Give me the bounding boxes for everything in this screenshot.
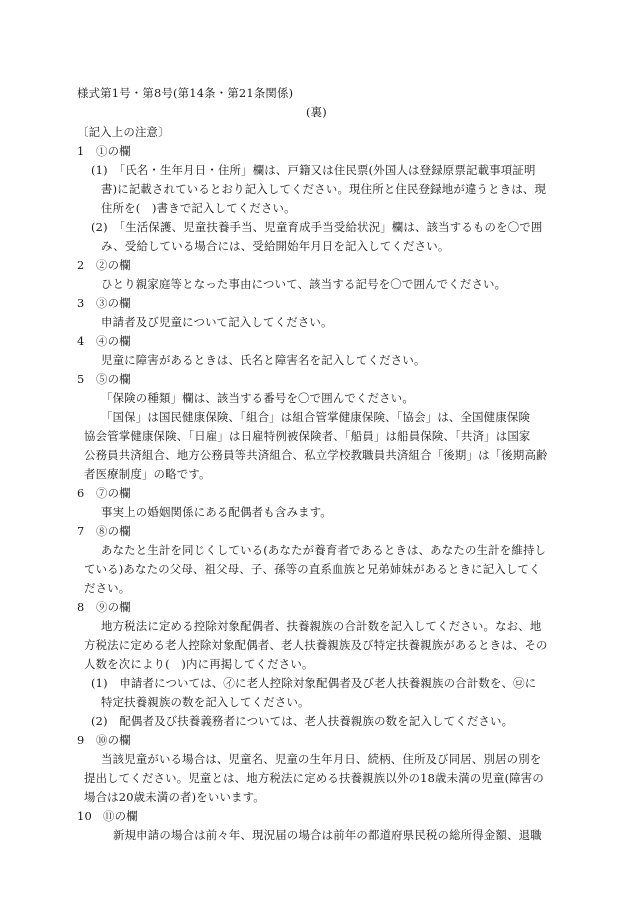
item-text-line: 提出してください。児童とは、地方税法に定める扶養親族以外の18歳未満の児童(障害の [84,771,544,785]
item-text-line: 地方税法に定める控除対象配偶者、扶養親族の合計数を記入してください。なお、地 [101,619,542,633]
item-text-line: 場合は20歳未満の者)をいいます。 [84,790,265,804]
item-number: 8 [77,600,85,614]
section-title: 〔記入上の注意〕 [77,125,170,139]
item-text-line: 児童に障害があるときは、氏名と障害名を記入してください。 [101,353,426,367]
item-text-line: み、受給している場合には、受給開始年月日を記入してください。 [101,239,450,253]
item-text-line: 申請者及び児童について記入してください。 [101,315,333,329]
item-heading: ⑩の欄 [96,733,131,747]
item-heading: ⑧の欄 [96,524,131,538]
item-text-line: 新規申請の場合は前々年、現況届の場合は前年の都道府県民税の総所得金額、退職 [113,828,542,842]
item-text-line: 書)に記載されているとおり記入してください。現住所と住民登録地が違うときは、現 [101,182,547,196]
item-text-line: 「保険の種類」欄は、該当する番号を〇で囲んでください。 [101,391,414,405]
item-text-line: (2) 「生活保護、児童扶養手当、児童育成手当受給状況」欄は、該当するものを〇で囲 [91,220,543,234]
item-number: 10 [77,809,92,823]
item-heading: ⑤の欄 [96,372,131,386]
item-number: 6 [77,486,85,500]
item-heading: ②の欄 [96,258,131,272]
item-text-line: 協会管掌健康保険、「日雇」は日雇特例被保険者、「船員」は船員保険、「共済」は国家 [84,429,531,443]
item-text-line: ひとり親家庭等となった事由について、該当する記号を〇で囲んでください。 [101,277,507,291]
item-text-line: (1) 申請者については、㋑に老人控除対象配偶者及び老人扶養親族の合計数を、㋺に [91,676,537,690]
form-number: 様式第1号・第8号(第14条・第21条関係) [77,86,294,100]
item-text-line: ている)あなたの父母、祖父母、子、孫等の直系血族と兄弟姉妹があるときに記入してく [84,562,541,576]
page-side-label: (裏) [306,105,327,119]
item-text-line: 人数を次により( )内に再掲してください。 [84,657,314,671]
item-text-line: ださい。 [84,581,131,595]
item-text-line: 事実上の婚姻関係にある配偶者も含みます。 [101,505,332,519]
item-number: 2 [77,258,85,272]
item-text-line: 方税法に定める老人控除対象配偶者、老人扶養親族及び特定扶養親族があるときは、その [84,638,548,652]
item-heading: ①の欄 [96,144,131,158]
item-text-line: 住所を( )書きで記入してください。 [101,201,296,215]
item-text-line: 者医療制度」の略です。 [84,467,211,481]
item-number: 1 [77,144,85,158]
item-text-line: 公務員共済組合、地方公務員等共済組合、私立学校教職員共済組合「後期」は「後期高齢 [84,448,548,462]
item-text-line: あなたと生計を同じくしている(あなたが養育者であるときは、あなたの生計を維持し [101,543,547,557]
item-number: 5 [77,372,85,386]
item-heading: ③の欄 [96,296,131,310]
item-number: 3 [77,296,85,310]
item-heading: ⑨の欄 [96,600,131,614]
item-heading: ④の欄 [96,334,131,348]
item-number: 7 [77,524,85,538]
item-number: 4 [77,334,85,348]
item-text-line: 「国保」は国民健康保険、「組合」は組合管掌健康保険、「協会」は、全国健康保険 [101,410,531,424]
item-text-line: 特定扶養親族の数を記入してください。 [101,695,310,709]
item-text-line: (2) 配偶者及び扶養義務者については、老人扶養親族の数を記入してください。 [91,714,514,728]
item-text-line: (1) 「氏名・生年月日・住所」欄は、戸籍又は住民票(外国人は登録原票記載事項証明 [91,163,536,177]
item-heading: ⑦の欄 [96,486,131,500]
item-text-line: 当該児童がいる場合は、児童名、児童の生年月日、続柄、住所及び同居、別居の別を [101,752,542,766]
item-heading: ⑪の欄 [103,809,138,823]
item-number: 9 [77,733,85,747]
